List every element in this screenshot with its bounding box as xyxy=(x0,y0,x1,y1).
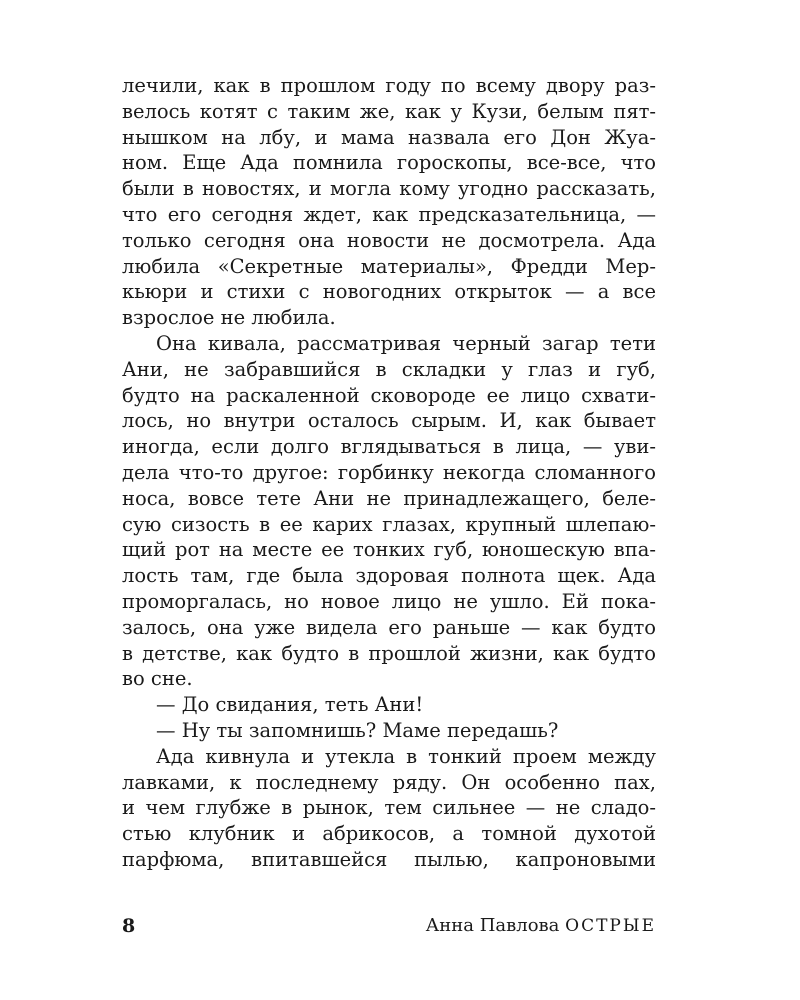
dialogue-line: — Ну ты запомнишь? Маме передашь? xyxy=(156,718,559,742)
text-line: носа, вовсе тете Ани не принадлежащего, беле- xyxy=(122,486,656,510)
running-head-author: Анна Павлова xyxy=(425,915,560,936)
dialogue-line: — До свидания, теть Ани! xyxy=(156,693,424,717)
page-number: 8 xyxy=(122,915,136,937)
text-line: лавками, к последнему ряду. Он особенно пах, xyxy=(122,770,656,794)
text-line: нышком на лбу, и мама назвала его Дон Жуа- xyxy=(122,125,656,149)
text-line: щий рот на месте ее тонких губ, юношескую впа- xyxy=(122,538,656,562)
running-head-title: ОСТРЫЕ xyxy=(565,916,656,936)
text-line: лечили, как в прошлом году по всему двору раз- xyxy=(122,74,656,97)
text-line: сую сизость в ее карих глазах, крупный шлепаю- xyxy=(122,512,656,536)
page-body xyxy=(122,73,656,873)
text-line: взрослое не любила. xyxy=(122,306,336,330)
text-line: будто на раскаленной сковороде ее лицо схвати- xyxy=(122,383,656,407)
text-line: что его сегодня ждет, как предсказательница, — xyxy=(122,202,656,226)
text-line: Ада кивнула и утекла в тонкий проем между xyxy=(156,744,656,768)
text-line: во сне. xyxy=(122,667,193,691)
text-line: только сегодня она новости не досмотрела. Ада xyxy=(122,228,656,252)
text-line: иногда, если долго вглядываться в лица, — уви- xyxy=(122,435,656,459)
text-line: в детстве, как будто в прошлой жизни, как будто xyxy=(122,641,656,665)
text-line: лость там, где была здоровая полнота щек. Ада xyxy=(122,564,656,588)
page-footer xyxy=(122,912,656,940)
text-line: Она кивала, рассматривая черный загар тети xyxy=(156,331,656,355)
running-head xyxy=(426,912,656,940)
text-line: залось, она уже видела его раньше — как будто xyxy=(122,615,656,639)
text-line: парфюма, впитавшейся пылью, капроновыми xyxy=(122,847,656,871)
text-line: велось котят с таким же, как у Кузи, белым пят- xyxy=(122,99,656,123)
text-line: кьюри и стихи с новогодних открыток — а все xyxy=(122,280,656,304)
text-line: ном. Еще Ада помнила гороскопы, все-все, что xyxy=(122,151,656,175)
text-line: проморгалась, но новое лицо не ушло. Ей пока- xyxy=(122,589,656,613)
text-line: Ани, не забравшийся в складки у глаз и губ, xyxy=(122,357,656,381)
text-line: и чем глубже в рынок, тем сильнее — не сладо- xyxy=(122,796,656,820)
text-line: любила «Секретные материалы», Фредди Мер- xyxy=(122,254,656,278)
text-line: дела что-то другое: горбинку некогда сломанного xyxy=(122,460,656,484)
text-line: лось, но внутри осталось сырым. И, как бывает xyxy=(122,409,656,433)
text-line: стью клубник и абрикосов, а томной духотой xyxy=(122,822,656,846)
text-line: были в новостях, и могла кому угодно рассказать, xyxy=(122,177,656,201)
